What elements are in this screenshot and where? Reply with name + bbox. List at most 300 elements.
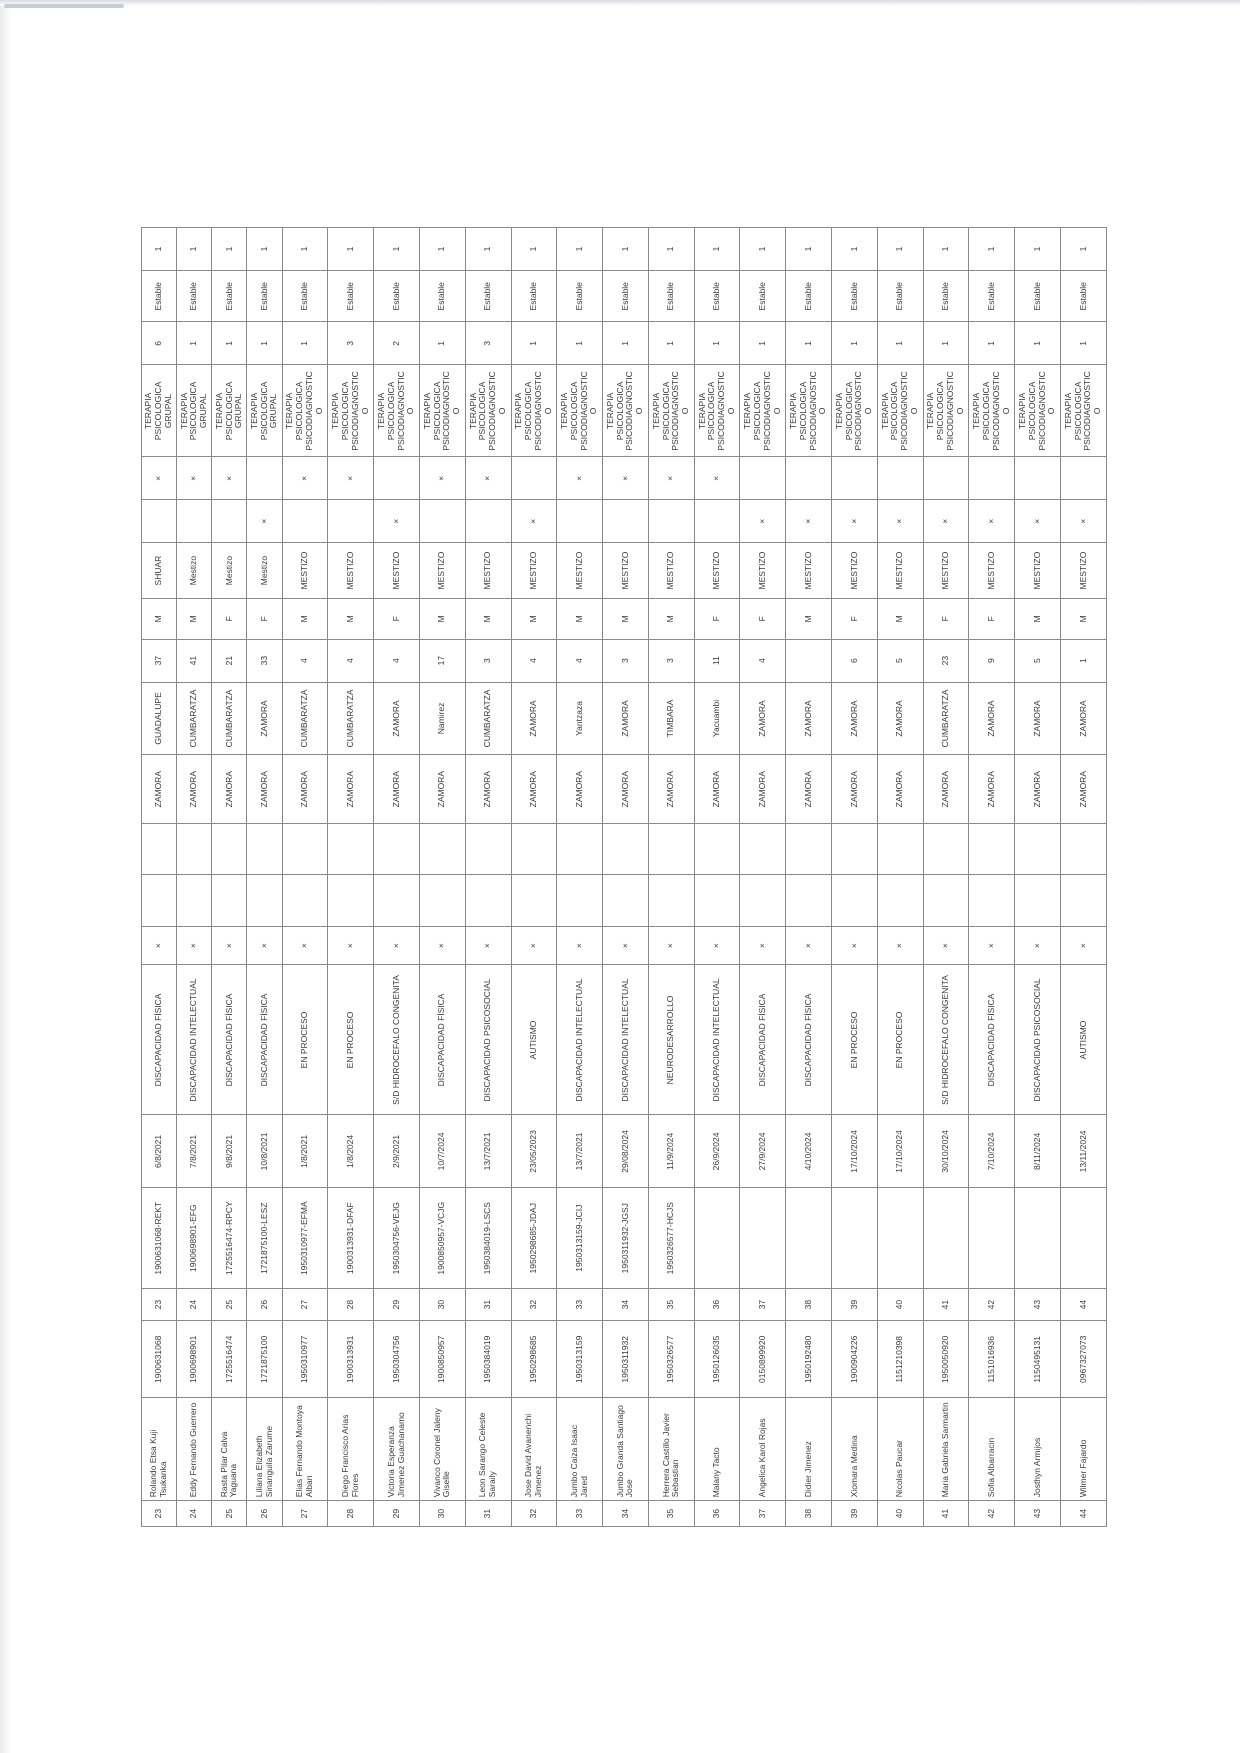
cell-mark2: × — [694, 457, 740, 500]
cell-parroquia: ZAMORA — [877, 682, 923, 755]
cell-parroquia: ZAMORA — [374, 682, 420, 755]
cell-canton: ZAMORA — [212, 755, 247, 824]
cell-num2: 43 — [1015, 1289, 1061, 1321]
cell-canton: ZAMORA — [603, 755, 649, 824]
cell-code: 1900850957-VCJG — [419, 1188, 465, 1289]
cell-diag: AUTISMO — [511, 965, 557, 1115]
table-row — [374, 228, 420, 1527]
cell-mark2 — [740, 457, 786, 500]
cell-last: 1 — [786, 228, 832, 271]
cell-mark2: × — [177, 457, 212, 500]
cell-date: 4/10/2024 — [786, 1115, 832, 1188]
cell-service: TERAPIA PSICOLOGICA PSICODIAGNOSTICO — [923, 365, 969, 457]
table-row — [557, 228, 603, 1527]
cell-code: 1721875100-LESZ — [247, 1188, 282, 1289]
cell-canton: ZAMORA — [1015, 755, 1061, 824]
cell-mark1: × — [923, 500, 969, 543]
cell-date: 26/9/2024 — [694, 1115, 740, 1188]
table-body — [142, 228, 1107, 1527]
cell-num: 29 — [374, 1501, 420, 1527]
cell-service: TERAPIA PSICOLOGICA GRUPAL — [247, 365, 282, 457]
cell-ethnicity: MESTIZO — [694, 543, 740, 599]
cell-blank2 — [419, 823, 465, 874]
cell-check: × — [969, 926, 1015, 965]
cell-diag: S/D HIDROCEFALO CONGENITA — [374, 965, 420, 1115]
cell-canton: ZAMORA — [374, 755, 420, 824]
cell-blank1 — [740, 875, 786, 926]
cell-mark1: × — [247, 500, 282, 543]
cell-num: 43 — [1015, 1501, 1061, 1527]
cell-name: Rasta Pilar Calva Yaguana — [212, 1398, 247, 1501]
cell-parroquia: ZAMORA — [511, 682, 557, 755]
cell-count: 1 — [694, 322, 740, 365]
table-row — [142, 228, 177, 1527]
cell-mark2: × — [419, 457, 465, 500]
cell-name: Maria Gabriela Sarmartin — [923, 1398, 969, 1501]
cell-blank1 — [923, 875, 969, 926]
cell-check: × — [877, 926, 923, 965]
cell-ethnicity: MESTIZO — [923, 543, 969, 599]
cell-parroquia: TIMBARA — [648, 682, 694, 755]
table-row — [648, 228, 694, 1527]
cell-diag: AUTISMO — [1060, 965, 1106, 1115]
cell-code: 1725516474-RPCY — [212, 1188, 247, 1289]
cell-service: TERAPIA PSICOLOGICA PSICODIAGNOSTICO — [511, 365, 557, 457]
cell-check: × — [603, 926, 649, 965]
cell-age: 6 — [832, 639, 878, 682]
cell-parroquia: ZAMORA — [832, 682, 878, 755]
cell-service: TERAPIA PSICOLOGICA PSICODIAGNOSTICO — [557, 365, 603, 457]
cell-cedula: 1950298685 — [511, 1321, 557, 1398]
table-row — [603, 228, 649, 1527]
cell-age: 23 — [923, 639, 969, 682]
cell-canton: ZAMORA — [142, 755, 177, 824]
cell-ethnicity: MESTIZO — [832, 543, 878, 599]
cell-status: Estable — [511, 271, 557, 322]
cell-cedula: 1950384019 — [465, 1321, 511, 1398]
cell-mark1: × — [511, 500, 557, 543]
cell-sex: M — [328, 598, 374, 639]
cell-sex: M — [786, 598, 832, 639]
cell-num: 26 — [247, 1501, 282, 1527]
cell-date: 27/9/2024 — [740, 1115, 786, 1188]
cell-name: Vivanco Coronel Jaleny Giselle — [419, 1398, 465, 1501]
cell-last: 1 — [557, 228, 603, 271]
cell-count: 1 — [1015, 322, 1061, 365]
cell-name: Didier Jimenez — [786, 1398, 832, 1501]
cell-num2: 42 — [969, 1289, 1015, 1321]
cell-num: 42 — [969, 1501, 1015, 1527]
cell-status: Estable — [877, 271, 923, 322]
cell-blank2 — [511, 823, 557, 874]
cell-ethnicity: MESTIZO — [969, 543, 1015, 599]
cell-blank1 — [1015, 875, 1061, 926]
cell-blank1 — [374, 875, 420, 926]
cell-blank1 — [142, 875, 177, 926]
cell-mark2: × — [282, 457, 328, 500]
cell-service: TERAPIA PSICOLOGICA PSICODIAGNOSTICO — [877, 365, 923, 457]
cell-count: 2 — [374, 322, 420, 365]
cell-age: 37 — [142, 639, 177, 682]
cell-name: Jose David Avanenchi Jimenez — [511, 1398, 557, 1501]
cell-sex: M — [419, 598, 465, 639]
cell-cedula: 1950050920 — [923, 1321, 969, 1398]
cell-last: 1 — [177, 228, 212, 271]
cell-cedula: 1151016936 — [969, 1321, 1015, 1398]
cell-blank2 — [374, 823, 420, 874]
table-row — [212, 228, 247, 1527]
cell-last: 1 — [648, 228, 694, 271]
cell-parroquia: CUMBARATZA — [328, 682, 374, 755]
cell-canton: ZAMORA — [511, 755, 557, 824]
cell-diag: DISCAPACIDAD FÍSICA — [969, 965, 1015, 1115]
cell-mark2 — [786, 457, 832, 500]
cell-check: × — [142, 926, 177, 965]
cell-ethnicity: Mestizo — [247, 543, 282, 599]
cell-diag: DISCAPACIDAD INTELECTUAL — [177, 965, 212, 1115]
cell-blank1 — [877, 875, 923, 926]
cell-canton: ZAMORA — [282, 755, 328, 824]
cell-date: 10/8/2021 — [247, 1115, 282, 1188]
cell-sex: M — [1060, 598, 1106, 639]
cell-service: TERAPIA PSICOLOGICA PSICODIAGNOSTICO — [282, 365, 328, 457]
cell-blank2 — [603, 823, 649, 874]
cell-blank2 — [142, 823, 177, 874]
cell-service: TERAPIA PSICOLOGICA PSICODIAGNOSTICO — [694, 365, 740, 457]
cell-code: 1900631068-REKT — [142, 1188, 177, 1289]
table-row — [282, 228, 328, 1527]
cell-diag: DISCAPACIDAD PSICOSOCIAL — [465, 965, 511, 1115]
cell-name: Jumbo Granda Santiago Jose — [603, 1398, 649, 1501]
cell-ethnicity: MESTIZO — [648, 543, 694, 599]
cell-code — [740, 1188, 786, 1289]
cell-parroquia: ZAMORA — [969, 682, 1015, 755]
cell-date: 30/10/2024 — [923, 1115, 969, 1188]
cell-name: Diego Francisco Arias Flores — [328, 1398, 374, 1501]
cell-blank1 — [328, 875, 374, 926]
cell-num: 35 — [648, 1501, 694, 1527]
cell-status: Estable — [923, 271, 969, 322]
cell-canton: ZAMORA — [877, 755, 923, 824]
cell-sex: F — [212, 598, 247, 639]
cell-age: 3 — [465, 639, 511, 682]
cell-cedula: 1900850957 — [419, 1321, 465, 1398]
cell-canton: ZAMORA — [328, 755, 374, 824]
cell-cedula: 1950313159 — [557, 1321, 603, 1398]
cell-cedula: 1900313931 — [328, 1321, 374, 1398]
cell-diag: NEURODESARROLLO — [648, 965, 694, 1115]
cell-parroquia: CUMBARATZA — [177, 682, 212, 755]
cell-status: Estable — [740, 271, 786, 322]
cell-sex: M — [282, 598, 328, 639]
cell-check: × — [1060, 926, 1106, 965]
cell-name: Angelica Karol Rojas — [740, 1398, 786, 1501]
cell-blank1 — [511, 875, 557, 926]
cell-name: Xiomara Medina — [832, 1398, 878, 1501]
cell-name: Herrera Castillo Javier Sebastian — [648, 1398, 694, 1501]
cell-sex: M — [511, 598, 557, 639]
cell-status: Estable — [648, 271, 694, 322]
cell-count: 1 — [969, 322, 1015, 365]
cell-mark1 — [648, 500, 694, 543]
cell-code — [694, 1188, 740, 1289]
cell-age: 5 — [877, 639, 923, 682]
cell-check: × — [740, 926, 786, 965]
cell-parroquia: ZAMORA — [603, 682, 649, 755]
scan-top-edge — [0, 0, 1240, 6]
cell-num: 34 — [603, 1501, 649, 1527]
cell-status: Estable — [557, 271, 603, 322]
cell-last: 1 — [740, 228, 786, 271]
cell-mark1 — [212, 500, 247, 543]
cell-last: 1 — [511, 228, 557, 271]
cell-mark1 — [557, 500, 603, 543]
cell-cedula: 1950311932 — [603, 1321, 649, 1398]
table-row — [247, 228, 282, 1527]
cell-blank2 — [786, 823, 832, 874]
cell-num2: 25 — [212, 1289, 247, 1321]
cell-diag: EN PROCESO — [328, 965, 374, 1115]
cell-age: 4 — [557, 639, 603, 682]
cell-num: 39 — [832, 1501, 878, 1527]
cell-code: 1950313159-JCIJ — [557, 1188, 603, 1289]
cell-status: Estable — [374, 271, 420, 322]
cell-cedula: 1950310977 — [282, 1321, 328, 1398]
cell-mark2 — [877, 457, 923, 500]
cell-num2: 34 — [603, 1289, 649, 1321]
cell-last: 1 — [247, 228, 282, 271]
cell-ethnicity: MESTIZO — [786, 543, 832, 599]
table-row — [923, 228, 969, 1527]
cell-mark2 — [923, 457, 969, 500]
cell-age — [786, 639, 832, 682]
cell-diag: EN PROCESO — [832, 965, 878, 1115]
cell-canton: ZAMORA — [694, 755, 740, 824]
cell-age: 41 — [177, 639, 212, 682]
table-row — [465, 228, 511, 1527]
cell-num2: 32 — [511, 1289, 557, 1321]
cell-count: 1 — [247, 322, 282, 365]
table-row — [694, 228, 740, 1527]
table-row — [740, 228, 786, 1527]
cell-diag: S/D HIDROCEFALO CONGENITA — [923, 965, 969, 1115]
cell-diag: DISCAPACIDAD FÍSICA — [419, 965, 465, 1115]
cell-mark2 — [832, 457, 878, 500]
cell-sex: M — [877, 598, 923, 639]
cell-canton: ZAMORA — [177, 755, 212, 824]
cell-status: Estable — [212, 271, 247, 322]
cell-check: × — [832, 926, 878, 965]
cell-service: TERAPIA PSICOLOGICA PSICODIAGNOSTICO — [465, 365, 511, 457]
cell-cedula: 1950326577 — [648, 1321, 694, 1398]
cell-service: TERAPIA PSICOLOGICA PSICODIAGNOSTICO — [786, 365, 832, 457]
cell-age: 9 — [969, 639, 1015, 682]
cell-check: × — [212, 926, 247, 965]
patient-table — [141, 227, 1107, 1527]
cell-date: 13/7/2021 — [465, 1115, 511, 1188]
cell-num: 23 — [142, 1501, 177, 1527]
cell-last: 1 — [419, 228, 465, 271]
cell-date: 17/10/2024 — [832, 1115, 878, 1188]
cell-mark2: × — [557, 457, 603, 500]
cell-count: 1 — [740, 322, 786, 365]
cell-date: 8/11/2024 — [1015, 1115, 1061, 1188]
cell-count: 3 — [465, 322, 511, 365]
cell-sex: F — [694, 598, 740, 639]
cell-service: TERAPIA PSICOLOGICA PSICODIAGNOSTICO — [1060, 365, 1106, 457]
cell-mark1 — [603, 500, 649, 543]
cell-ethnicity: MESTIZO — [740, 543, 786, 599]
cell-diag: DISCAPACIDAD FÍSICA — [786, 965, 832, 1115]
cell-name: Elias Fernando Montoya Alban — [282, 1398, 328, 1501]
cell-date: 23/05/2023 — [511, 1115, 557, 1188]
cell-last: 1 — [374, 228, 420, 271]
cell-diag: DISCAPACIDAD INTELECTUAL — [603, 965, 649, 1115]
cell-check: × — [648, 926, 694, 965]
cell-status: Estable — [1015, 271, 1061, 322]
cell-sex: F — [374, 598, 420, 639]
cell-num2: 37 — [740, 1289, 786, 1321]
cell-cedula: 1151210398 — [877, 1321, 923, 1398]
cell-service: TERAPIA PSICOLOGICA PSICODIAGNOSTICO — [1015, 365, 1061, 457]
cell-ethnicity: MESTIZO — [328, 543, 374, 599]
cell-count: 1 — [786, 322, 832, 365]
cell-code: 1900698901-EFG — [177, 1188, 212, 1289]
cell-ethnicity: MESTIZO — [877, 543, 923, 599]
cell-diag: DISCAPACIDAD INTELECTUAL — [557, 965, 603, 1115]
cell-ethnicity: MESTIZO — [557, 543, 603, 599]
cell-check: × — [786, 926, 832, 965]
cell-date: 17/10/2024 — [877, 1115, 923, 1188]
cell-sex: M — [557, 598, 603, 639]
cell-date: 6/8/2021 — [142, 1115, 177, 1188]
cell-name: Liliana Elizabeth Sinanguila Zarume — [247, 1398, 282, 1501]
cell-cedula: 1150495131 — [1015, 1321, 1061, 1398]
cell-blank2 — [1015, 823, 1061, 874]
cell-blank1 — [648, 875, 694, 926]
cell-blank2 — [282, 823, 328, 874]
cell-name: Wilmer Fajardo — [1060, 1398, 1106, 1501]
cell-parroquia: Yacuambi — [694, 682, 740, 755]
cell-blank2 — [465, 823, 511, 874]
cell-last: 1 — [142, 228, 177, 271]
cell-diag: DISCAPACIDAD FÍSICA — [142, 965, 177, 1115]
cell-date: 10/7/2024 — [419, 1115, 465, 1188]
cell-num: 37 — [740, 1501, 786, 1527]
cell-canton: ZAMORA — [247, 755, 282, 824]
cell-blank1 — [212, 875, 247, 926]
cell-date: 11/9/2024 — [648, 1115, 694, 1188]
cell-check: × — [465, 926, 511, 965]
cell-code: 1950311932-JGSJ — [603, 1188, 649, 1289]
cell-diag: DISCAPACIDAD FÍSICA — [212, 965, 247, 1115]
cell-num: 24 — [177, 1501, 212, 1527]
cell-num: 28 — [328, 1501, 374, 1527]
cell-blank2 — [212, 823, 247, 874]
cell-canton: ZAMORA — [923, 755, 969, 824]
cell-sex: M — [142, 598, 177, 639]
cell-sex: M — [603, 598, 649, 639]
cell-check: × — [374, 926, 420, 965]
cell-count: 1 — [648, 322, 694, 365]
cell-sex: M — [648, 598, 694, 639]
cell-age: 5 — [1015, 639, 1061, 682]
cell-parroquia: Yantzaza — [557, 682, 603, 755]
cell-blank1 — [832, 875, 878, 926]
cell-status: Estable — [282, 271, 328, 322]
cell-code: 1950310977-EFMA — [282, 1188, 328, 1289]
cell-mark2 — [1060, 457, 1106, 500]
cell-code: 1900313931-DFAF — [328, 1188, 374, 1289]
cell-mark2 — [511, 457, 557, 500]
cell-ethnicity: Mestizo — [177, 543, 212, 599]
cell-blank1 — [694, 875, 740, 926]
cell-sex: F — [923, 598, 969, 639]
cell-count: 1 — [282, 322, 328, 365]
cell-diag: EN PROCESO — [282, 965, 328, 1115]
cell-mark1: × — [1060, 500, 1106, 543]
cell-blank2 — [648, 823, 694, 874]
cell-canton: ZAMORA — [419, 755, 465, 824]
cell-name: Nicolas Paucar — [877, 1398, 923, 1501]
cell-service: TERAPIA PSICOLOGICA GRUPAL — [177, 365, 212, 457]
cell-parroquia: GUADALUPE — [142, 682, 177, 755]
cell-sex: F — [247, 598, 282, 639]
table-row — [419, 228, 465, 1527]
cell-mark2 — [1015, 457, 1061, 500]
cell-parroquia: CUMBARATZA — [465, 682, 511, 755]
cell-count: 1 — [603, 322, 649, 365]
cell-ethnicity: MESTIZO — [374, 543, 420, 599]
cell-age: 4 — [282, 639, 328, 682]
cell-age: 4 — [740, 639, 786, 682]
table-row — [328, 228, 374, 1527]
cell-last: 1 — [465, 228, 511, 271]
cell-count: 1 — [1060, 322, 1106, 365]
cell-canton: ZAMORA — [557, 755, 603, 824]
cell-diag: DISCAPACIDAD FÍSICA — [247, 965, 282, 1115]
cell-num2: 30 — [419, 1289, 465, 1321]
cell-blank1 — [557, 875, 603, 926]
cell-blank2 — [177, 823, 212, 874]
cell-num: 44 — [1060, 1501, 1106, 1527]
cell-num2: 38 — [786, 1289, 832, 1321]
cell-mark2: × — [648, 457, 694, 500]
cell-cedula: 1900698901 — [177, 1321, 212, 1398]
cell-diag: EN PROCESO — [877, 965, 923, 1115]
cell-sex: M — [465, 598, 511, 639]
cell-canton: ZAMORA — [740, 755, 786, 824]
cell-num2: 24 — [177, 1289, 212, 1321]
cell-cedula: 0150899920 — [740, 1321, 786, 1398]
cell-mark1 — [282, 500, 328, 543]
cell-cedula: 1950304756 — [374, 1321, 420, 1398]
cell-check: × — [247, 926, 282, 965]
cell-service: TERAPIA PSICOLOGICA GRUPAL — [142, 365, 177, 457]
cell-num2: 26 — [247, 1289, 282, 1321]
cell-last: 1 — [212, 228, 247, 271]
cell-date: 2/9/2021 — [374, 1115, 420, 1188]
table-row — [1015, 228, 1061, 1527]
cell-canton: ZAMORA — [465, 755, 511, 824]
cell-status: Estable — [603, 271, 649, 322]
cell-ethnicity: Mestizo — [212, 543, 247, 599]
cell-name: Eddy Fernando Guerrero — [177, 1398, 212, 1501]
cell-num: 36 — [694, 1501, 740, 1527]
cell-ethnicity: MESTIZO — [465, 543, 511, 599]
cell-mark1 — [419, 500, 465, 543]
table-row — [832, 228, 878, 1527]
